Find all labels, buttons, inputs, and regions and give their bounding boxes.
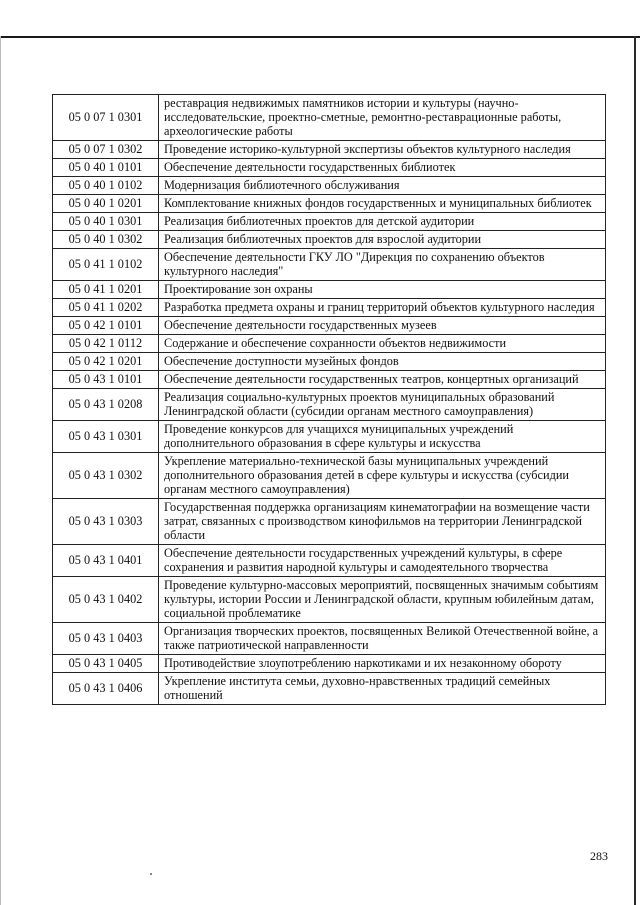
table-row [53, 421, 606, 453]
table-row [53, 673, 606, 705]
row-description: Обеспечение деятельности государственных библиотек [159, 159, 606, 177]
row-description: Обеспечение доступности музейных фондов [159, 353, 606, 371]
row-code: 05 0 43 1 0301 [53, 421, 159, 453]
row-description: Комплектование книжных фондов государственных и муниципальных библиотек [159, 195, 606, 213]
row-code: 05 0 43 1 0406 [53, 673, 159, 705]
row-description: Проектирование зон охраны [159, 281, 606, 299]
row-description: Обеспечение деятельности государственных учреждений культуры, в сфере сохранения и развития народной культуры и самодеятельного творчества [159, 545, 606, 577]
row-code: 05 0 42 1 0201 [53, 353, 159, 371]
table-row [53, 213, 606, 231]
row-code: 05 0 07 1 0302 [53, 141, 159, 159]
table-row [53, 655, 606, 673]
table-row [53, 159, 606, 177]
table-row [53, 141, 606, 159]
row-description: Проведение конкурсов для учащихся муниципальных учреждений дополнительного образования в сфере культуры и искусства [159, 421, 606, 453]
row-code: 05 0 41 1 0102 [53, 249, 159, 281]
table-row [53, 299, 606, 317]
row-description: Модернизация библиотечного обслуживания [159, 177, 606, 195]
row-code: 05 0 43 1 0303 [53, 499, 159, 545]
table-row [53, 577, 606, 623]
row-code: 05 0 40 1 0301 [53, 213, 159, 231]
scan-border-top [0, 36, 640, 38]
table-row [53, 177, 606, 195]
row-code: 05 0 42 1 0112 [53, 335, 159, 353]
row-description: Организация творческих проектов, посвященных Великой Отечественной войне, а также патриотической направленности [159, 623, 606, 655]
table-row [53, 499, 606, 545]
row-description: Разработка предмета охраны и границ территорий объектов культурного наследия [159, 299, 606, 317]
row-description: Проведение историко-культурной экспертизы объектов культурного наследия [159, 141, 606, 159]
table-row [53, 335, 606, 353]
row-code: 05 0 43 1 0208 [53, 389, 159, 421]
row-code: 05 0 42 1 0101 [53, 317, 159, 335]
row-code: 05 0 07 1 0301 [53, 95, 159, 141]
row-code: 05 0 43 1 0405 [53, 655, 159, 673]
page-number: 283 [590, 849, 608, 863]
table-body [53, 95, 606, 705]
table-row [53, 389, 606, 421]
table-row [53, 623, 606, 655]
scan-border-left [0, 36, 1, 905]
table-row [53, 545, 606, 577]
row-code: 05 0 43 1 0403 [53, 623, 159, 655]
table-row [53, 317, 606, 335]
table-row [53, 353, 606, 371]
row-code: 05 0 40 1 0201 [53, 195, 159, 213]
row-description: Содержание и обеспечение сохранности объектов недвижимости [159, 335, 606, 353]
row-code: 05 0 43 1 0402 [53, 577, 159, 623]
row-description: Обеспечение деятельности государственных музеев [159, 317, 606, 335]
table-row [53, 95, 606, 141]
row-description: Укрепление института семьи, духовно-нравственных традиций семейных отношений [159, 673, 606, 705]
table-row [53, 249, 606, 281]
budget-code-table [52, 94, 606, 705]
row-description: Проведение культурно-массовых мероприятий, посвященных значимым событиям культуры, истории России и Ленинградской области, крупным юбилейным датам, социальной проблематике [159, 577, 606, 623]
row-code: 05 0 41 1 0202 [53, 299, 159, 317]
row-description: Обеспечение деятельности ГКУ ЛО "Дирекция по сохранению объектов культурного наследия" [159, 249, 606, 281]
row-code: 05 0 43 1 0302 [53, 453, 159, 499]
row-code: 05 0 40 1 0102 [53, 177, 159, 195]
row-description: реставрация недвижимых памятников истории и культуры (научно-исследовательские, проектно-сметные, ремонтно-реставрационные работы, археологические работы [159, 95, 606, 141]
scan-border-right [634, 36, 636, 905]
row-code: 05 0 40 1 0101 [53, 159, 159, 177]
row-code: 05 0 43 1 0401 [53, 545, 159, 577]
row-code: 05 0 43 1 0101 [53, 371, 159, 389]
table-row [53, 195, 606, 213]
row-code: 05 0 41 1 0201 [53, 281, 159, 299]
row-description: Реализация социально-культурных проектов муниципальных образований Ленинградской области (субсидии органам местного самоуправления) [159, 389, 606, 421]
row-description: Реализация библиотечных проектов для детской аудитории [159, 213, 606, 231]
row-description: Обеспечение деятельности государственных театров, концертных организаций [159, 371, 606, 389]
table-row [53, 281, 606, 299]
row-description: Государственная поддержка организациям кинематографии на возмещение части затрат, связанных с производством кинофильмов на территории Ленинградской области [159, 499, 606, 545]
row-description: Укрепление материально-технической базы муниципальных учреждений дополнительного образования детей в сфере культуры и искусства (субсидии органам местного самоуправления) [159, 453, 606, 499]
table-row [53, 371, 606, 389]
row-description: Противодействие злоупотреблению наркотиками и их незаконному обороту [159, 655, 606, 673]
table-row [53, 453, 606, 499]
table-row [53, 231, 606, 249]
row-code: 05 0 40 1 0302 [53, 231, 159, 249]
scan-speck [150, 873, 152, 875]
row-description: Реализация библиотечных проектов для взрослой аудитории [159, 231, 606, 249]
